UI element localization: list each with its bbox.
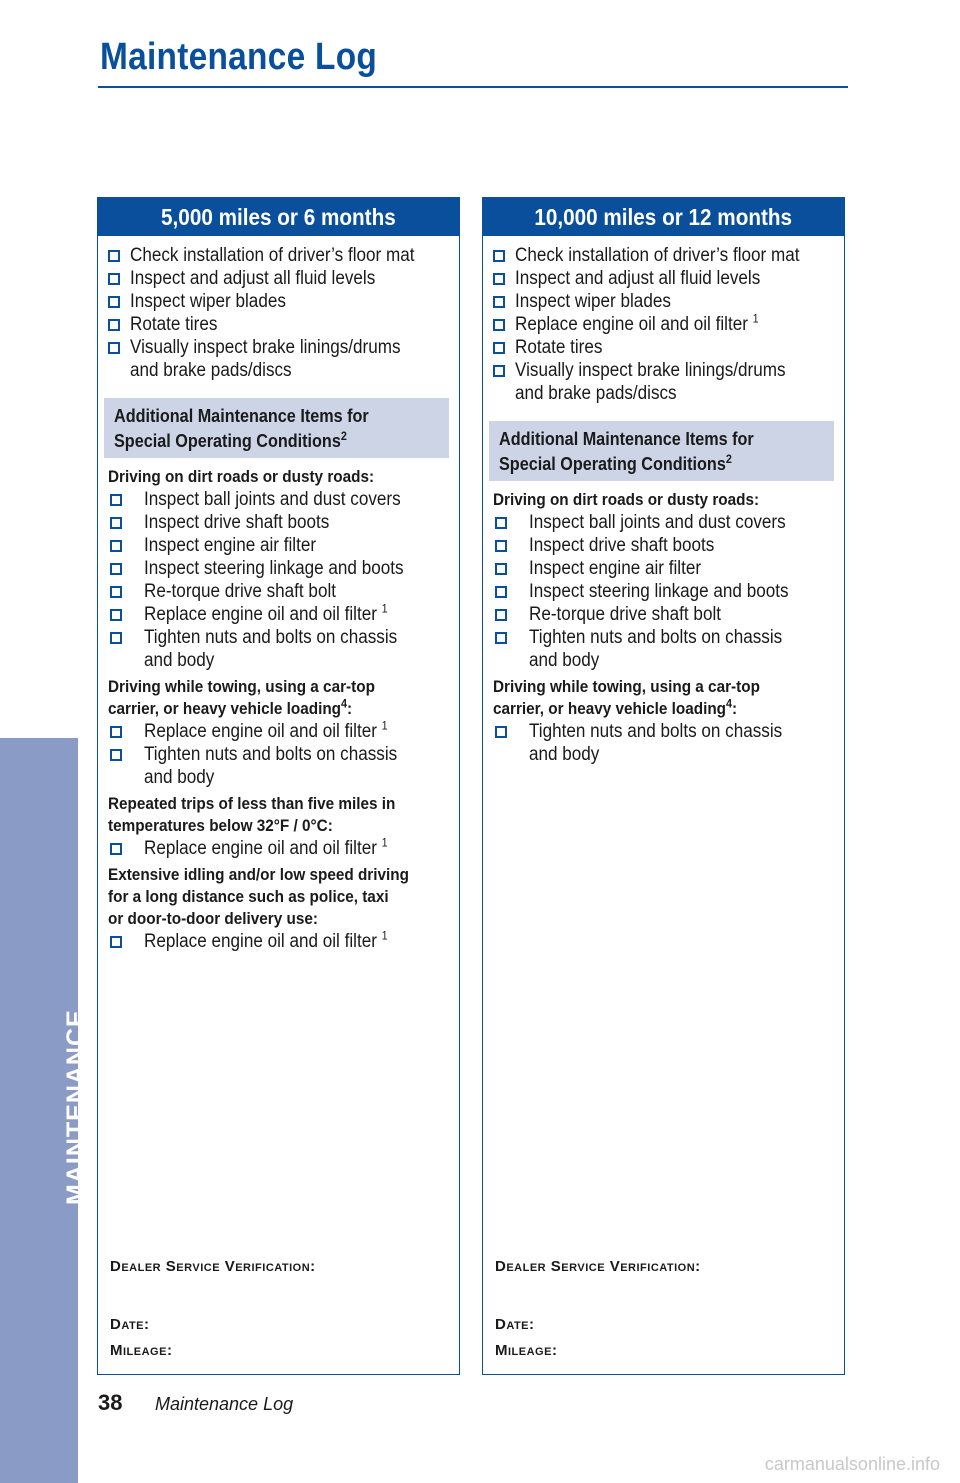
footnote-marker: 1 (381, 718, 388, 733)
checkbox[interactable] (108, 273, 120, 285)
checkbox[interactable] (495, 609, 507, 621)
condition-checklist (483, 720, 844, 766)
checklist-item (493, 557, 836, 580)
item-text-wrap (515, 290, 671, 313)
condition-heading-text: temperatures below 32°F / 0°C: (108, 816, 333, 835)
checkbox[interactable] (108, 250, 120, 262)
checkbox[interactable] (493, 319, 505, 331)
item-text: Inspect and adjust all fluid levels (515, 268, 761, 289)
condition-heading-text: carrier, or heavy vehicle loading (108, 699, 342, 718)
item-text: Rotate tires (515, 337, 603, 358)
checklist-item (108, 511, 451, 534)
item-text: Check installation of driver’s floor mat (515, 245, 800, 266)
item-text-wrap (144, 603, 388, 626)
checkbox[interactable] (110, 749, 122, 761)
column-header (98, 198, 459, 236)
item-text-wrap (144, 534, 316, 557)
item-text-wrap (515, 336, 602, 359)
item-text: Inspect drive shaft boots (529, 535, 715, 556)
item-text-wrap (515, 244, 799, 267)
checklist-item (493, 720, 836, 766)
item-text-wrap (529, 720, 782, 743)
item-text: Inspect engine air filter (529, 558, 702, 579)
item-text-wrap (144, 626, 397, 649)
condition-checklist (98, 930, 459, 953)
condition-heading-text: carrier, or heavy vehicle loading (493, 699, 727, 718)
checkbox[interactable] (110, 936, 122, 948)
item-text-continued: and brake pads/discs (130, 360, 292, 381)
side-tab-label: MAINTENANCE (62, 1009, 90, 1205)
condition-heading-line: carrier, or heavy vehicle loading$^4$: (108, 696, 353, 718)
mileage-label: Mileage: (110, 1342, 173, 1359)
item-text: Re-torque drive shaft bolt (144, 581, 337, 602)
item-text: Tighten nuts and bolts on chassis (529, 721, 783, 742)
title-rule (98, 86, 848, 88)
footnote-marker: 1 (752, 311, 759, 326)
column-5000-miles (97, 197, 460, 1375)
condition-heading-text: Repeated trips of less than five miles in (108, 794, 396, 813)
condition-heading-line (493, 676, 802, 698)
item-text-wrap (144, 720, 388, 743)
item-text: Inspect and adjust all fluid levels (130, 268, 376, 289)
item-text-wrap (144, 743, 397, 766)
date-label: Date: (110, 1316, 150, 1333)
special-heading-line (114, 429, 407, 454)
footnote-marker: 1 (381, 835, 388, 850)
column-header-text: 5,000 miles or 6 months (161, 204, 396, 230)
item-text: Inspect steering linkage and boots (144, 558, 404, 579)
checklist-item (108, 534, 451, 557)
item-text-wrap (515, 267, 760, 290)
checkbox[interactable] (493, 365, 505, 377)
item-text-wrap (144, 580, 336, 603)
condition-heading (98, 676, 459, 720)
checklist-item (108, 837, 451, 860)
item-text: Re-torque drive shaft bolt (529, 604, 722, 625)
condition-heading-line (108, 908, 417, 930)
item-text: Inspect wiper blades (130, 291, 286, 312)
special-heading-line: Additional Maintenance Items for (114, 406, 369, 426)
special-heading-line (499, 452, 792, 477)
special-conditions-heading (104, 398, 449, 458)
checkbox[interactable] (108, 342, 120, 354)
item-text-wrap (529, 511, 786, 534)
item-text: Replace engine oil and oil filter (144, 721, 377, 742)
item-text: Inspect steering linkage and boots (529, 581, 789, 602)
item-text: Visually inspect brake linings/drums (515, 360, 786, 381)
item-text: Inspect wiper blades (515, 291, 671, 312)
item-text-wrap (130, 313, 217, 336)
checkbox[interactable] (493, 342, 505, 354)
condition-heading-text: for a long distance such as police, taxi (108, 887, 389, 906)
footer-label: Maintenance Log (155, 1394, 294, 1414)
checkbox[interactable] (495, 726, 507, 738)
checkbox[interactable] (110, 632, 122, 644)
footnote-marker: 1 (381, 601, 388, 616)
checkbox[interactable] (493, 296, 505, 308)
condition-heading-line (493, 489, 802, 511)
condition-heading-line (108, 466, 417, 488)
checklist-item (108, 743, 451, 789)
condition-heading-text: Driving on dirt roads or dusty roads: (108, 467, 375, 486)
checkbox[interactable] (110, 586, 122, 598)
footnote-marker: 4 (341, 696, 348, 711)
condition-heading-text: Driving while towing, using a car-top (108, 677, 375, 696)
checkbox[interactable] (495, 563, 507, 575)
condition-heading-line (108, 886, 417, 908)
condition-checklist (98, 837, 459, 860)
footnote-marker: 4 (726, 696, 733, 711)
item-text: Inspect ball joints and dust covers (529, 512, 786, 533)
item-text: Tighten nuts and bolts on chassis (144, 744, 398, 765)
checklist-item (106, 267, 451, 290)
item-text: Inspect engine air filter (144, 535, 317, 556)
checklist-item (491, 313, 836, 336)
item-text-wrap (515, 359, 786, 382)
checklist-item (108, 720, 451, 743)
condition-heading (98, 466, 459, 488)
item-text-continued: and brake pads/discs (515, 383, 677, 404)
checklist-item (106, 313, 451, 336)
checklist (483, 236, 844, 405)
checkbox[interactable] (495, 540, 507, 552)
checklist-item (493, 534, 836, 557)
item-text-wrap (515, 313, 759, 336)
checklist-item (108, 580, 451, 603)
checkbox[interactable] (110, 726, 122, 738)
condition-heading-line (108, 864, 417, 886)
item-text: Visually inspect brake linings/drums (130, 337, 401, 358)
checklist-item (493, 580, 836, 603)
verification: Dealer Service Verification: (110, 1258, 316, 1275)
item-text: Replace engine oil and oil filter (144, 931, 377, 952)
item-text-wrap (144, 488, 401, 511)
checklist-item (493, 603, 836, 626)
item-text: Replace engine oil and oil filter (515, 314, 748, 335)
checklist-item (106, 336, 451, 382)
item-text: Replace engine oil and oil filter (144, 604, 377, 625)
page-number: 38 (98, 1390, 123, 1415)
checklist-item (493, 511, 836, 534)
condition-heading-text: or door-to-door delivery use: (108, 909, 318, 928)
checkbox[interactable] (108, 319, 120, 331)
item-text: Tighten nuts and bolts on chassis (144, 627, 398, 648)
item-text-continued: and body (529, 650, 600, 671)
item-text: Check installation of driver’s floor mat (130, 245, 415, 266)
column-header (483, 198, 844, 236)
checkbox[interactable] (110, 494, 122, 506)
condition-heading-line (108, 676, 417, 698)
special-heading-text: Special Operating Conditions (499, 454, 726, 474)
condition-checklist (98, 488, 459, 672)
date-label: Date: (495, 1316, 535, 1333)
column-10000-miles (482, 197, 845, 1375)
condition-heading-line: carrier, or heavy vehicle loading$^4$: (493, 696, 738, 718)
footnote-marker: 1 (381, 928, 388, 943)
checkbox[interactable] (110, 843, 122, 855)
item-text-wrap (130, 267, 375, 290)
condition-heading-text: Driving on dirt roads or dusty roads: (493, 490, 760, 509)
item-text-wrap (144, 930, 388, 953)
special-heading-text: Special Operating Conditions (114, 431, 341, 451)
verification: Dealer Service Verification: (495, 1258, 701, 1275)
item-text-wrap (130, 336, 401, 359)
item-text: Replace engine oil and oil filter (144, 838, 377, 859)
condition-heading-line (108, 793, 417, 815)
condition-checklist (483, 511, 844, 672)
condition-heading (98, 793, 459, 837)
checklist (98, 236, 459, 382)
checklist-item (491, 267, 836, 290)
item-text-wrap (144, 837, 388, 860)
item-text-continued: and body (529, 744, 600, 765)
condition-heading-line (108, 815, 417, 837)
checklist-item (493, 626, 836, 672)
item-text: Rotate tires (130, 314, 218, 335)
item-text-continued: and body (144, 767, 215, 788)
item-text: Inspect ball joints and dust covers (144, 489, 401, 510)
item-text-wrap (144, 511, 329, 534)
checkbox[interactable] (108, 296, 120, 308)
checkbox[interactable] (110, 517, 122, 529)
column-header-text: 10,000 miles or 12 months (534, 204, 793, 230)
item-text-wrap (529, 534, 714, 557)
checklist-item (491, 336, 836, 359)
condition-heading (98, 864, 459, 930)
checklist-item (491, 290, 836, 313)
checklist-item (106, 290, 451, 313)
condition-checklist (98, 720, 459, 789)
condition-heading (483, 676, 844, 720)
checkbox[interactable] (110, 563, 122, 575)
checkbox[interactable] (493, 250, 505, 262)
checklist-item (108, 626, 451, 672)
item-text-wrap (130, 290, 286, 313)
item-text-wrap (529, 557, 701, 580)
checkbox[interactable] (495, 586, 507, 598)
item-text-wrap (529, 580, 789, 603)
checkbox[interactable] (110, 609, 122, 621)
item-text-wrap (529, 603, 721, 626)
item-text: Tighten nuts and bolts on chassis (529, 627, 783, 648)
watermark: carmanualsonline.info (764, 1454, 940, 1474)
checklist-item (108, 557, 451, 580)
checklist-item (108, 488, 451, 511)
checkbox[interactable] (495, 632, 507, 644)
item-text-wrap (144, 557, 404, 580)
checkbox[interactable] (493, 273, 505, 285)
condition-heading-text: Extensive idling and/or low speed driving (108, 865, 409, 884)
checklist-item (108, 603, 451, 626)
item-text-continued: and body (144, 650, 215, 671)
item-text-wrap (130, 244, 414, 267)
checklist-item (491, 244, 836, 267)
special-conditions-heading (489, 421, 834, 481)
checklist-item (106, 244, 451, 267)
footnote-marker: 2 (340, 429, 347, 443)
checklist-item (491, 359, 836, 405)
item-text: Inspect drive shaft boots (144, 512, 330, 533)
item-text-wrap (529, 626, 782, 649)
condition-heading (483, 489, 844, 511)
page-title: Maintenance Log (100, 36, 378, 78)
condition-heading-text: Driving while towing, using a car-top (493, 677, 760, 696)
checklist-item (108, 930, 451, 953)
mileage-label: Mileage: (495, 1342, 558, 1359)
checkbox[interactable] (110, 540, 122, 552)
footnote-marker: 2 (725, 452, 732, 466)
checkbox[interactable] (495, 517, 507, 529)
special-heading-line: Additional Maintenance Items for (499, 429, 754, 449)
